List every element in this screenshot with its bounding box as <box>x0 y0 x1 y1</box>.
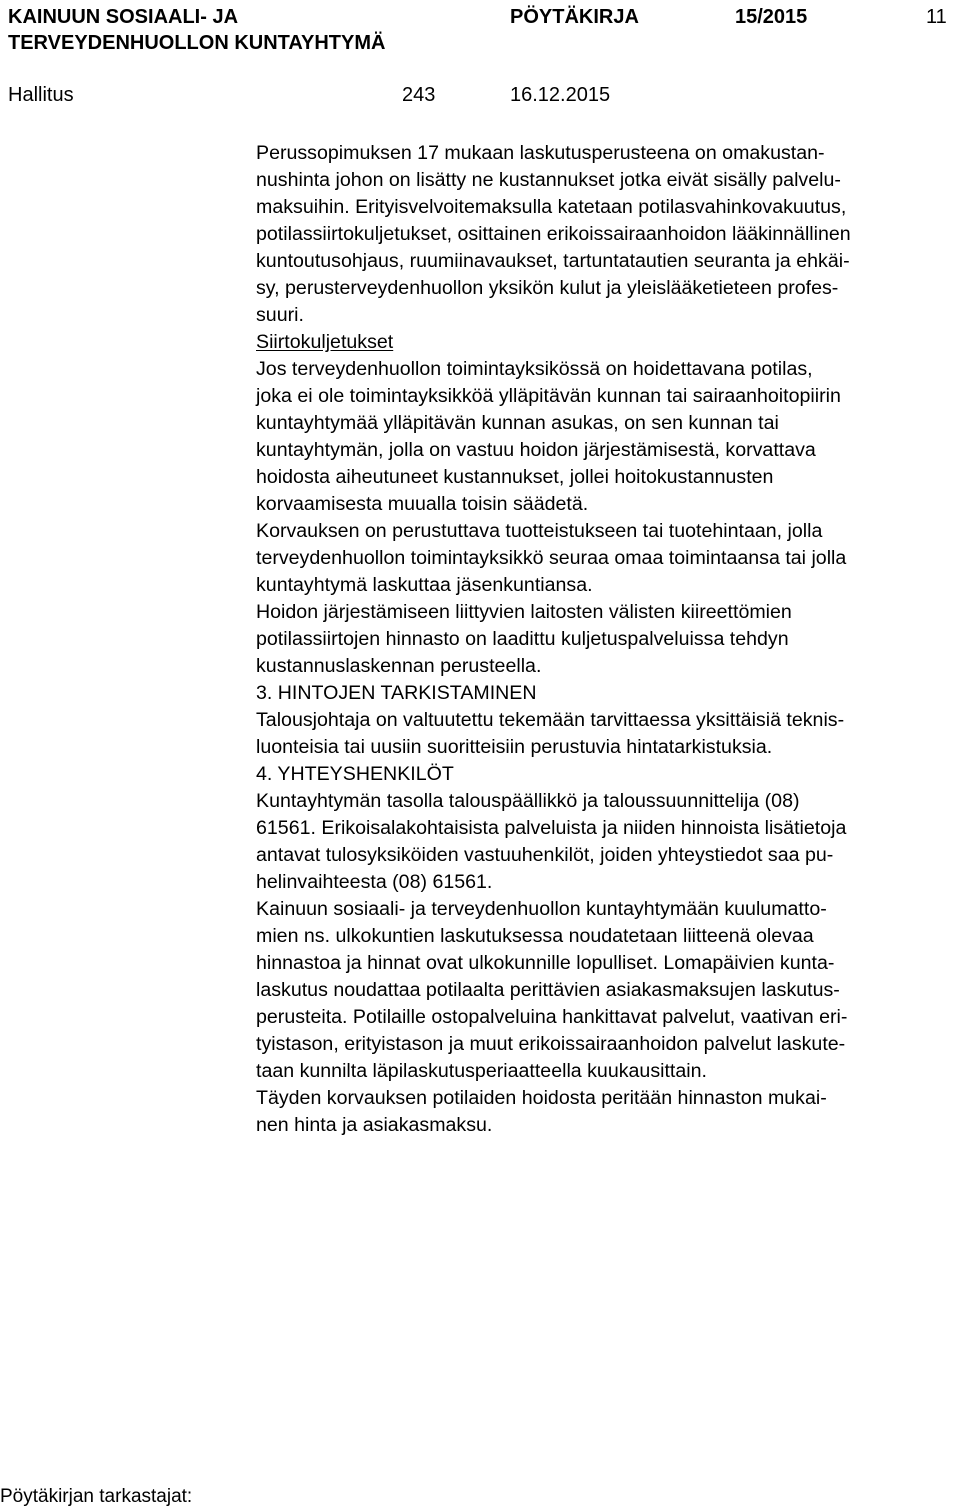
text-line: nushinta johon on lisätty ne kustannukset jotka eivät sisälly palvelu- <box>256 169 841 191</box>
minutes-reviewers-label: Pöytäkirjan tarkastajat: <box>0 1486 193 1507</box>
paragraph-full-compensation <box>256 1085 956 1139</box>
text-line: joka ei ole toimintayksikköä ylläpitävän kunnan tai sairaanhoitopiirin <box>256 385 841 407</box>
text-line: laskutus noudattaa potilaalta perittävien asiakasmaksujen laskutus- <box>256 979 840 1001</box>
text-line: luonteisia tai uusiin suoritteisiin perustuvia hintatarkistuksia. <box>256 736 773 758</box>
paragraph-contacts <box>256 788 956 896</box>
document-number: 15/2015 <box>735 6 808 28</box>
meeting-date: 16.12.2015 <box>510 84 611 106</box>
text-line: terveydenhuollon toimintayksikkö seuraa omaa toimintaansa tai jolla <box>256 547 847 569</box>
body-name: Hallitus <box>8 84 74 106</box>
text-line: kustannuslaskennan perusteella. <box>256 655 542 677</box>
text-line: Täyden korvauksen potilaiden hoidosta peritään hinnaston mukai- <box>256 1087 827 1109</box>
organization-name-line1: KAINUUN SOSIAALI- JA <box>8 6 239 28</box>
text-line: hoidosta aiheutuneet kustannukset, jollei hoitokustannusten <box>256 466 774 488</box>
section-subheading: Siirtokuljetukset <box>256 331 394 353</box>
text-line: Korvauksen on perustuttava tuotteistukseen tai tuotehintaan, jolla <box>256 520 823 542</box>
text-line: perusteita. Potilaille ostopalveluina hankittavat palvelut, vaativan eri- <box>256 1006 848 1028</box>
text-line: kuntayhtymää ylläpitävän kunnan asukas, on sen kunnan tai <box>256 412 779 434</box>
text-line: helinvaihteesta (08) 61561. <box>256 871 493 893</box>
section-heading-price-review <box>256 680 956 707</box>
document-body <box>256 140 956 1139</box>
text-line: Hoidon järjestämiseen liittyvien laitosten välisten kiireettömien <box>256 601 792 623</box>
text-line: taan kunnilta läpilaskutusperiaatteella kuukausittain. <box>256 1060 707 1082</box>
section-heading-contacts <box>256 761 956 788</box>
text-line: tyistason, erityistason ja muut erikoissairaanhoidon palvelut laskute- <box>256 1033 846 1055</box>
text-line: nen hinta ja asiakasmaksu. <box>256 1114 493 1136</box>
text-line: sy, perusterveydenhuollon yksikön kulut ja yleislääketieteen profes- <box>256 277 839 299</box>
paragraph-price-list <box>256 599 956 680</box>
paragraph-billing-basis <box>256 140 956 329</box>
text-line: Kuntayhtymän tasolla talouspäällikkö ja taloussuunnittelija (08) <box>256 790 800 812</box>
text-line: Talousjohtaja on valtuutettu tekemään tarvittaessa yksittäisiä teknis- <box>256 709 845 731</box>
text-line: Jos terveydenhuollon toimintayksikössä on hoidettavana potilas, <box>256 358 813 380</box>
section-heading: 4. YHTEYSHENKILÖT <box>256 763 454 785</box>
text-line: Perussopimuksen 17 mukaan laskutusperusteena on omakustan- <box>256 142 825 164</box>
text-line: hinnastoa ja hinnat ovat ulkokunnille lopulliset. Lomapäivien kunta- <box>256 952 835 974</box>
text-line: potilassiirtojen hinnasto on laadittu kuljetuspalveluissa tehdyn <box>256 628 789 650</box>
text-line: korvaamisesta muualla toisin säädetä. <box>256 493 589 515</box>
organization-name-line2: TERVEYDENHUOLLON KUNTAYHTYMÄ <box>8 32 386 54</box>
text-line: Kainuun sosiaali- ja terveydenhuollon kuntayhtymään kuulumatto- <box>256 898 827 920</box>
text-line: 61561. Erikoisalakohtaisista palveluista ja niiden hinnoista lisätietoja <box>256 817 847 839</box>
text-line: mien ns. ulkokuntien laskutuksessa noudatetaan liitteenä olevaa <box>256 925 814 947</box>
paragraph-external-municipalities <box>256 896 956 1085</box>
text-line: antavat tulosyksiköiden vastuuhenkilöt, joiden yhteystiedot saa pu- <box>256 844 834 866</box>
page-number: 11 <box>926 6 947 28</box>
text-line: maksuihin. Erityisvelvoitemaksulla katetaan potilasvahinkovakuutus, <box>256 196 847 218</box>
text-line: kuntoutusohjaus, ruumiinavaukset, tartuntatautien seuranta ja ehkäi- <box>256 250 850 272</box>
text-line: suuri. <box>256 304 304 326</box>
text-line: potilassiirtokuljetukset, osittainen erikoissairaanhoidon lääkinnällinen <box>256 223 851 245</box>
paragraph-price-review <box>256 707 956 761</box>
paragraph-transfers <box>256 329 956 518</box>
text-line: kuntayhtymän, jolla on vastuu hoidon järjestämisestä, korvattava <box>256 439 816 461</box>
section-number: 243 <box>402 84 436 106</box>
section-heading: 3. HINTOJEN TARKISTAMINEN <box>256 682 537 704</box>
document-type: PÖYTÄKIRJA <box>510 6 639 28</box>
paragraph-compensation <box>256 518 956 599</box>
text-line: kuntayhtymä laskuttaa jäsenkuntiansa. <box>256 574 593 596</box>
